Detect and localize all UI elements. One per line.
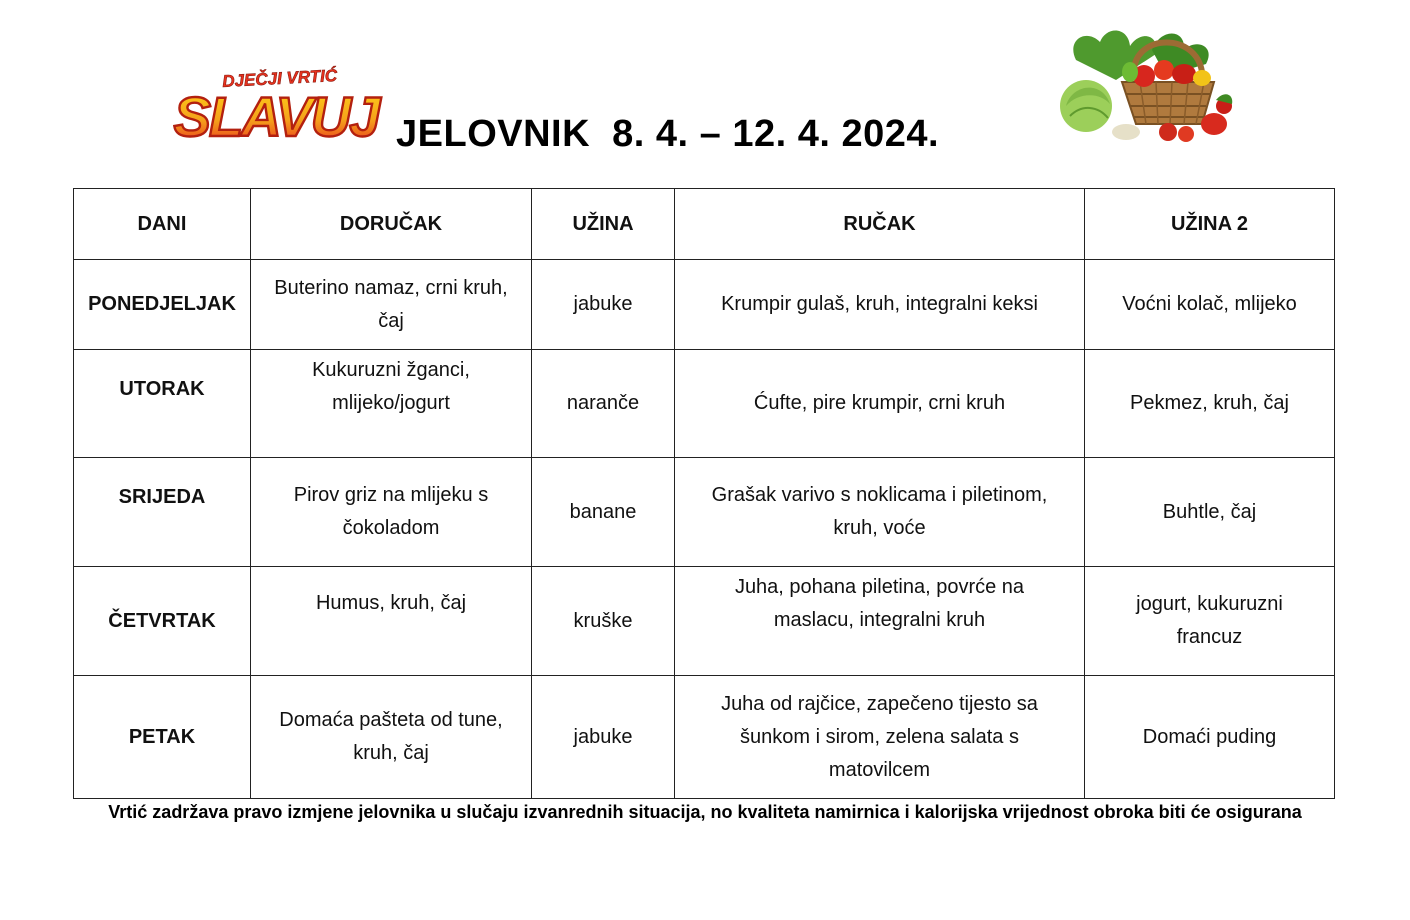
day-cell: ČETVRTAK [74,567,251,676]
snack-cell: kruške [532,567,675,676]
day-cell: PETAK [74,676,251,799]
header-breakfast: DORUČAK [251,189,532,260]
snack-cell: naranče [532,350,675,458]
day-cell: SRIJEDA [74,458,251,567]
breakfast-cell: Pirov griz na mlijeku s čokoladom [251,458,532,567]
lunch-cell: Grašak varivo s noklicama i piletinom, kruh, voće [675,458,1085,567]
header-days: DANI [74,189,251,260]
table-row [74,458,1335,567]
snack-cell: jabuke [532,260,675,350]
weekly-menu-table [73,188,1335,799]
snack-2-cell: Pekmez, kruh, čaj [1085,350,1335,458]
table-row [74,567,1335,676]
logo-main-text: SLAVUJ [173,85,379,146]
table-row [74,350,1335,458]
kindergarten-logo [162,64,394,146]
snack-2-cell: Buhtle, čaj [1085,458,1335,567]
header-snack: UŽINA [532,189,675,260]
disclaimer-note: Vrtić zadržava pravo izmjene jelovnika u slučaju izvanrednih situacija, no kvaliteta namirnica i kalorijska vrijednost obroka biti će osigurana [108,802,1302,822]
breakfast-cell: Humus, kruh, čaj [251,567,532,676]
logo-top-text: DJEČJI VRTIĆ [221,66,338,92]
snack-2-cell: Domaći puding [1085,676,1335,799]
table-header-row [74,189,1335,260]
breakfast-cell: Buterino namaz, crni kruh, čaj [251,260,532,350]
snack-cell: banane [532,458,675,567]
breakfast-cell: Kukuruzni žganci, mlijeko/jogurt [251,350,532,458]
snack-cell: jabuke [532,676,675,799]
vegetable-basket-image [1056,20,1236,148]
lunch-cell: Krumpir gulaš, kruh, integralni keksi [675,260,1085,350]
lunch-cell: Ćufte, pire krumpir, crni kruh [675,350,1085,458]
day-cell: UTORAK [74,350,251,458]
snack-2-cell: Voćni kolač, mlijeko [1085,260,1335,350]
page-title: JELOVNIK 8. 4. – 12. 4. 2024. [396,113,940,155]
lunch-cell: Juha od rajčice, zapečeno tijesto sa šunkom i sirom, zelena salata s matovilcem [675,676,1085,799]
snack-2-cell: jogurt, kukuruzni francuz [1085,567,1335,676]
header-lunch: RUČAK [675,189,1085,260]
lunch-cell: Juha, pohana piletina, povrće na maslacu, integralni kruh [675,567,1085,676]
table-row [74,676,1335,799]
header-snack-2: UŽINA 2 [1085,189,1335,260]
table-row [74,260,1335,350]
breakfast-cell: Domaća pašteta od tune, kruh, čaj [251,676,532,799]
day-cell: PONEDJELJAK [74,260,251,350]
